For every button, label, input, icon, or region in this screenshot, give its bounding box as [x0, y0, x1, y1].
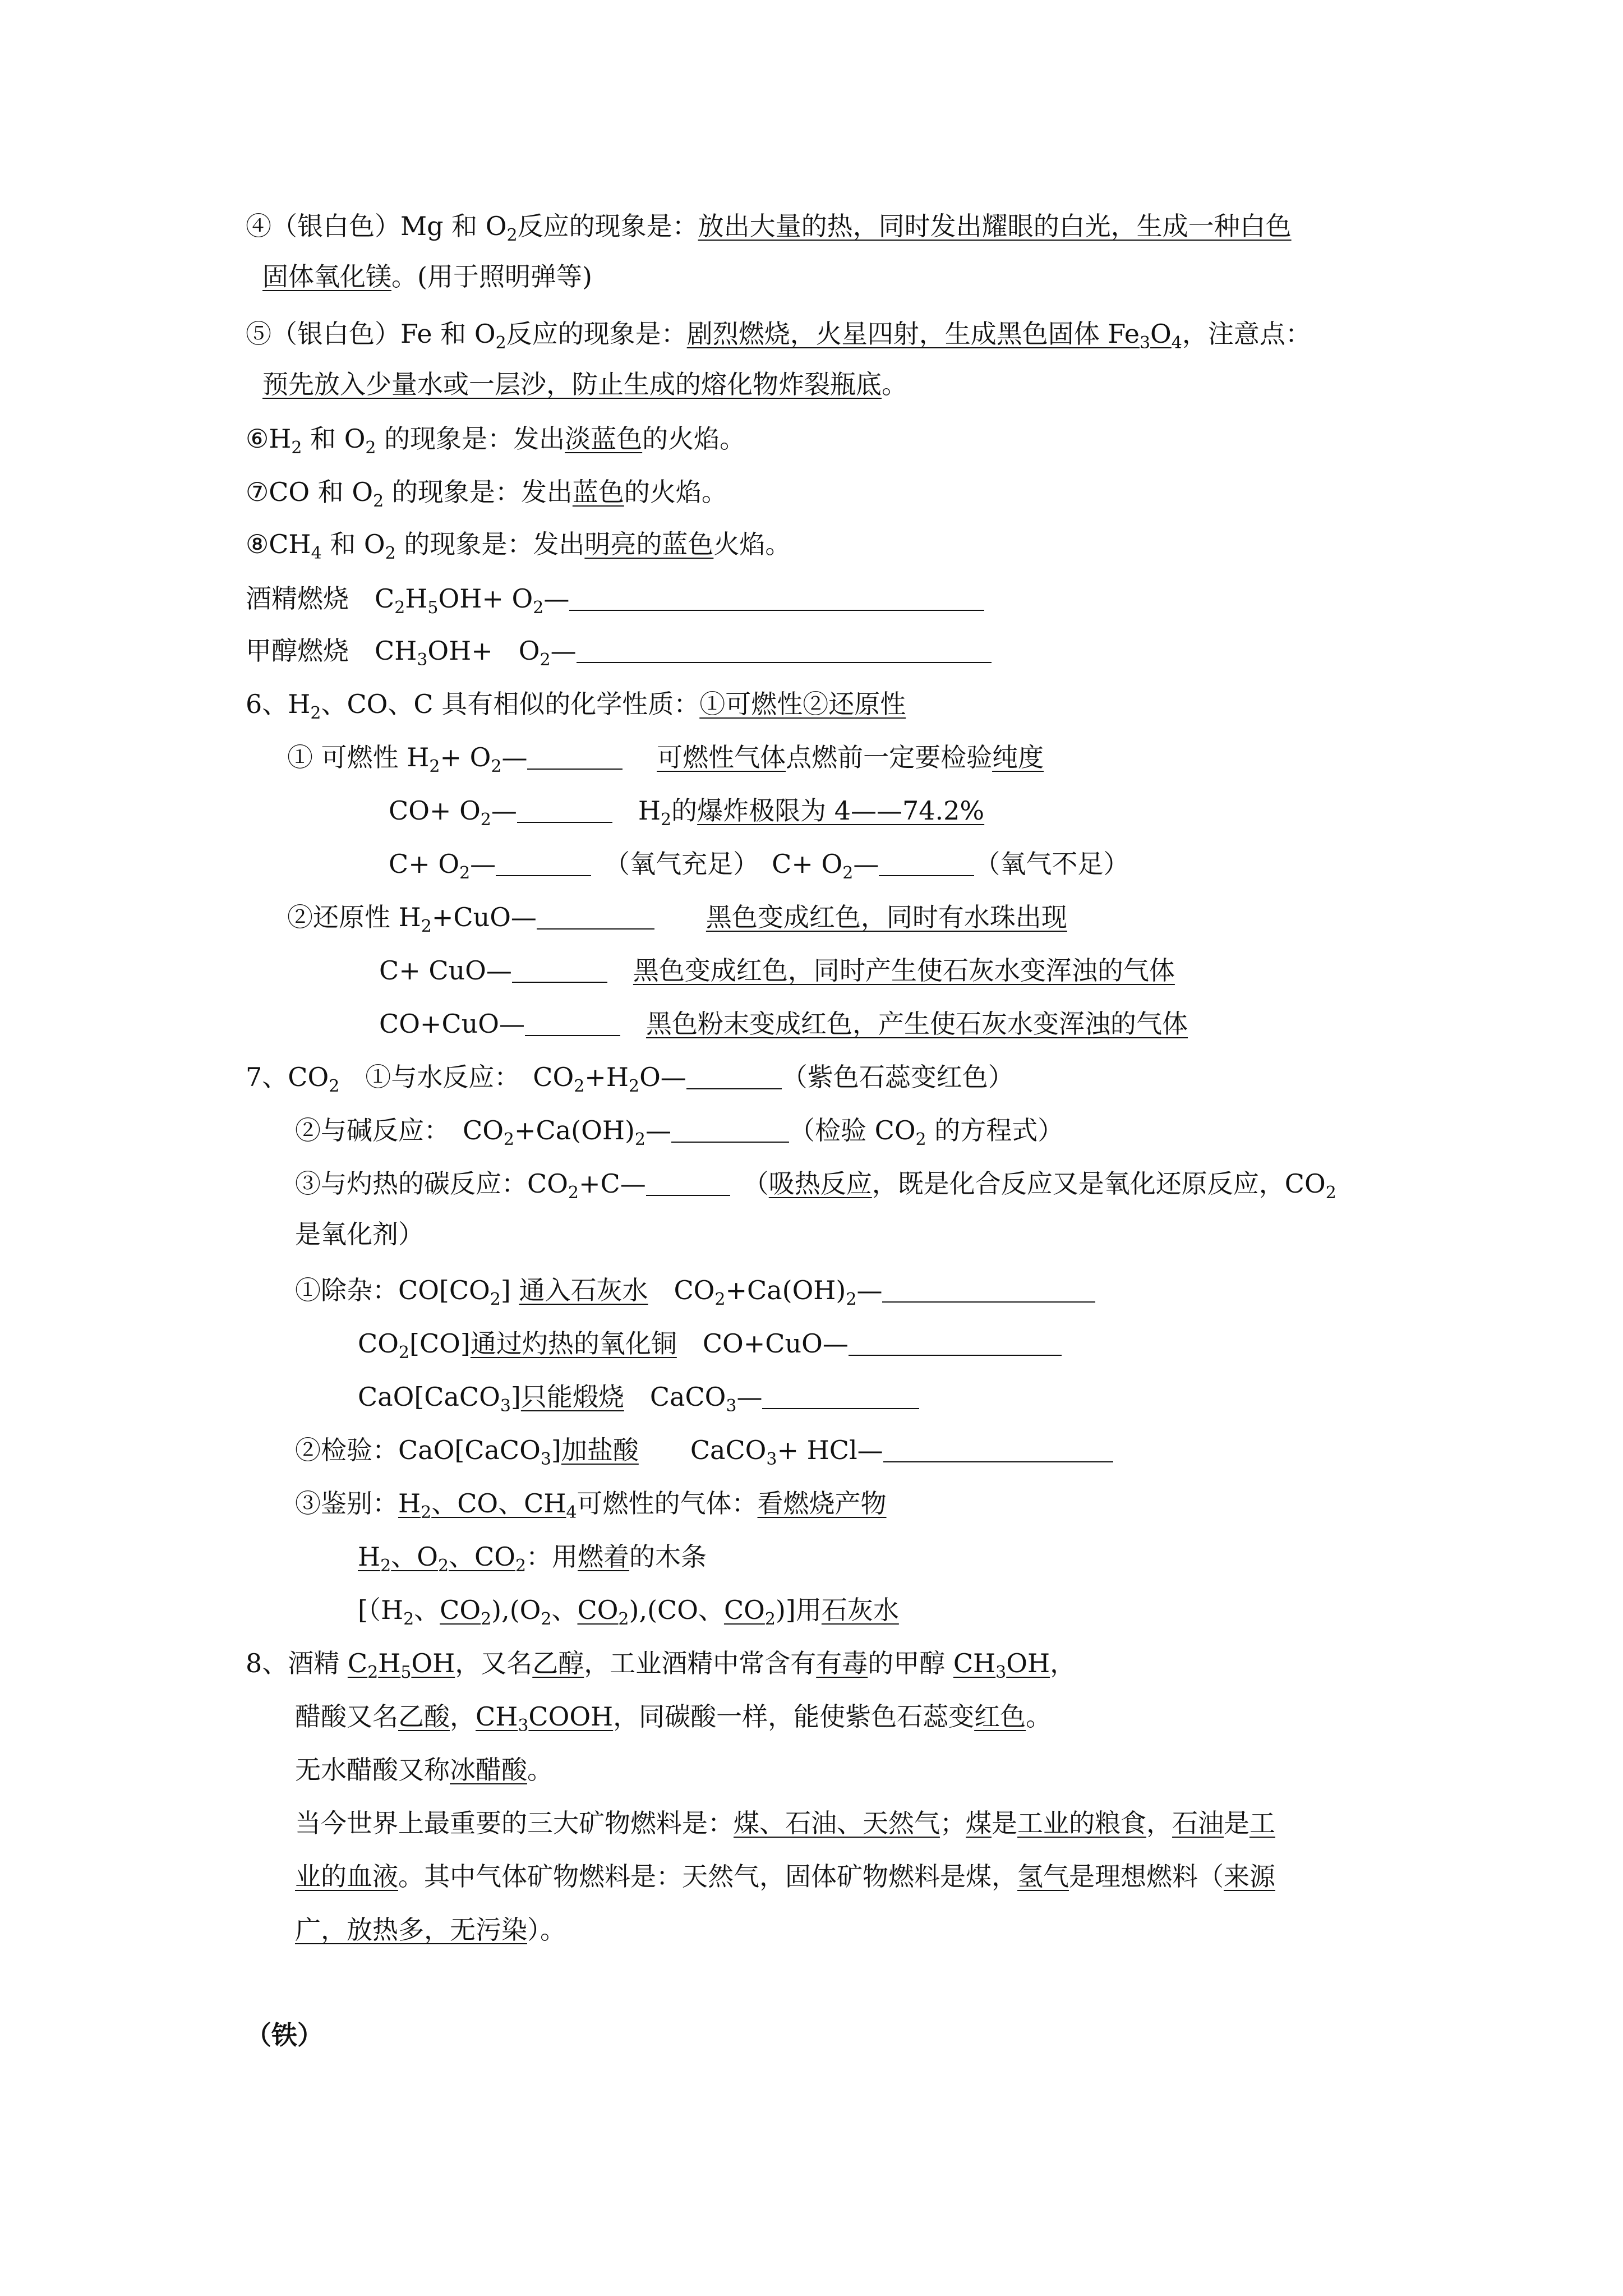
text-segment: （紫色石蕊变红色）	[781, 1062, 1014, 1092]
fill-in-blank	[882, 1277, 1095, 1303]
text-segment: 和 O	[321, 529, 385, 559]
subscript: 2	[506, 226, 518, 245]
fill-in-blank	[646, 1170, 730, 1196]
text-segment: —	[550, 636, 577, 666]
line-fossil-fuels-cont	[295, 1860, 1275, 1893]
underlined-answer: 燃着	[578, 1542, 630, 1572]
subscript: 3	[417, 650, 428, 670]
underlined-answer: 通入石灰水	[519, 1275, 648, 1305]
subscript: 2	[490, 1290, 501, 1309]
subscript: 2	[1325, 1183, 1336, 1203]
underlined-answer: CO	[440, 1595, 481, 1625]
underlined-answer: O	[1150, 319, 1172, 349]
text-segment: 、	[551, 1595, 578, 1625]
text-segment: CO	[358, 1328, 399, 1359]
underlined-answer: 红色	[974, 1701, 1026, 1732]
text-segment: +H	[584, 1062, 629, 1092]
underlined-answer: OH	[1006, 1648, 1050, 1678]
underlined-answer: 只能煅烧	[520, 1382, 624, 1412]
text-segment: 的	[671, 795, 698, 826]
text-segment: ，又名	[455, 1648, 533, 1678]
underlined-answer: 黑色变成红色，同时产生使石灰水变浑浊的气体	[633, 955, 1175, 986]
underlined-answer: 、CO	[449, 1542, 515, 1572]
line-h2-o2	[246, 422, 746, 458]
text-segment: + O	[440, 742, 491, 772]
subscript: 2	[503, 1130, 515, 1149]
text-segment	[654, 902, 706, 932]
text-segment: 甲醇燃烧 CH	[246, 636, 417, 666]
text-segment: CO+ O	[389, 795, 481, 826]
text-segment: 点燃前一定要检验	[786, 742, 993, 772]
subscript: 2	[398, 1343, 410, 1363]
text-segment: 。	[882, 369, 907, 399]
fill-in-blank	[686, 1064, 782, 1089]
text-segment: 的火焰。	[642, 424, 746, 454]
underlined-answer: H	[398, 1488, 421, 1519]
fill-in-blank	[525, 1010, 620, 1036]
fill-in-blank	[527, 744, 623, 770]
line-glacial-acetic	[295, 1753, 553, 1787]
underlined-answer: CH	[953, 1648, 996, 1678]
text-segment: ④（银白色）Mg 和 O	[246, 211, 507, 241]
text-segment: 的木条	[629, 1542, 707, 1572]
text-segment: 火焰。	[713, 529, 791, 559]
subscript: 3	[1139, 333, 1151, 353]
line-purify-cao	[358, 1380, 919, 1414]
fill-in-blank	[883, 1437, 1113, 1462]
fill-in-blank	[671, 1117, 789, 1143]
text-segment: [（H	[358, 1595, 404, 1625]
text-segment: 。	[527, 1755, 553, 1785]
underlined-answer: OH	[411, 1648, 455, 1678]
text-segment: H	[405, 583, 428, 614]
underlined-answer: 广，放热多，无污染	[295, 1915, 527, 1945]
text-segment: 的现象是：发出	[376, 424, 565, 454]
text-segment	[607, 955, 633, 986]
text-segment: 、	[414, 1595, 440, 1625]
text-segment: 的方程式）	[926, 1115, 1064, 1145]
text-segment: )]用	[775, 1595, 822, 1625]
text-segment: —	[856, 1275, 883, 1305]
underlined-answer: 淡蓝色	[565, 424, 643, 454]
line-co-o2	[246, 475, 727, 509]
text-segment: ③鉴别：	[295, 1488, 398, 1519]
text-segment: 7、CO	[246, 1062, 329, 1092]
text-segment: （	[730, 1168, 769, 1199]
text-segment: CO+CuO—	[676, 1328, 849, 1359]
underlined-answer: 爆炸极限为 4——74.2%	[697, 795, 985, 826]
text-segment: （氧气不足）	[974, 849, 1129, 879]
subscript: 2	[421, 917, 432, 936]
underlined-answer: 加盐酸	[561, 1435, 639, 1465]
text-segment: 6、H	[246, 689, 311, 719]
subscript: 2	[365, 438, 376, 458]
underlined-answer: 吸热反应	[768, 1168, 872, 1199]
fill-in-blank	[849, 1330, 1062, 1356]
underlined-answer: 煤	[966, 1808, 992, 1838]
text-segment: ，	[1050, 1648, 1076, 1678]
underlined-answer: H	[358, 1542, 381, 1572]
line-flammability-h2	[287, 740, 1044, 774]
text-segment: ，既是化合反应又是氧化还原反应，CO	[872, 1168, 1326, 1199]
text-segment: ②还原性 H	[287, 902, 421, 932]
fill-in-blank	[537, 904, 654, 930]
text-segment: 是	[992, 1808, 1017, 1838]
text-segment: 反应的现象是：	[506, 319, 687, 349]
underlined-answer: 黑色粉末变成红色，产生使石灰水变浑浊的气体	[646, 1009, 1188, 1039]
text-segment: H	[612, 795, 661, 826]
line-acetic-acid	[295, 1700, 1052, 1736]
subscript: 2	[541, 1609, 552, 1629]
subscript: 2	[661, 810, 672, 830]
text-segment	[623, 742, 657, 772]
subscript: 2	[628, 1076, 640, 1096]
line-flammability-co	[389, 794, 985, 830]
underlined-answer: 固体氧化镁	[262, 261, 391, 292]
text-segment: C+ CuO—	[379, 955, 512, 986]
line-reducing-c	[379, 954, 1175, 987]
underlined-answer: 乙酸	[398, 1701, 450, 1732]
subscript: 2	[540, 650, 551, 670]
text-segment: 8、酒精	[246, 1648, 348, 1678]
line-co2-carbon-cont	[295, 1217, 424, 1251]
text-segment: OH+ O	[427, 636, 540, 666]
underlined-answer: 来源	[1224, 1861, 1275, 1892]
subscript: 4	[311, 544, 322, 563]
text-segment: 的火焰。	[624, 477, 727, 507]
underlined-answer: CO	[723, 1595, 765, 1625]
text-segment: ⑤（银白色）Fe 和 O	[246, 319, 496, 349]
line-test-cao	[295, 1433, 1113, 1467]
text-segment: C+ O	[389, 849, 460, 879]
text-segment: （氧气充足） C+ O	[591, 849, 843, 879]
subscript: 2	[515, 1556, 527, 1576]
text-segment: 醋酸又名	[295, 1701, 398, 1732]
underlined-answer: 乙醇	[532, 1648, 584, 1678]
fill-in-blank	[577, 637, 992, 663]
subscript: 2	[329, 1076, 340, 1096]
text-segment: ）。	[527, 1915, 566, 1945]
subscript: 2	[380, 1556, 391, 1576]
text-segment: +Ca(OH)	[514, 1115, 635, 1145]
subscript: 2	[437, 1556, 449, 1576]
text-segment: —	[736, 1382, 763, 1412]
underlined-answer: C	[347, 1648, 368, 1678]
underlined-answer: 预先放入少量水或一层沙，防止生成的熔化物炸裂瓶底	[262, 369, 882, 399]
subscript: 2	[568, 1183, 579, 1203]
text-segment: —	[543, 583, 570, 614]
text-segment: ⑦CO 和 O	[246, 477, 374, 507]
subscript: 2	[291, 438, 302, 458]
fill-in-blank	[496, 850, 591, 876]
text-segment: —	[501, 742, 528, 772]
fill-in-blank	[512, 957, 607, 983]
subscript: 4	[566, 1503, 577, 1522]
underlined-answer: 石灰水	[821, 1595, 899, 1625]
subscript: 5	[400, 1663, 412, 1682]
subscript: 3	[766, 1450, 777, 1469]
subscript: 2	[714, 1290, 726, 1309]
subscript: 2	[480, 810, 491, 830]
line-co2-carbon	[295, 1167, 1336, 1203]
underlined-answer: 石油	[1172, 1808, 1224, 1838]
underlined-answer: 可燃性气体	[657, 742, 786, 772]
text-segment: CO+CuO—	[379, 1009, 525, 1039]
underlined-answer: 蓝色	[572, 477, 624, 507]
text-segment	[620, 1009, 646, 1039]
text-segment: —	[853, 849, 879, 879]
subscript: 3	[518, 1716, 529, 1736]
text-segment: CaCO	[624, 1382, 726, 1412]
text-segment: 的现象是：发出	[384, 477, 573, 507]
text-segment: —	[645, 1115, 671, 1145]
subscript: 2	[459, 863, 471, 883]
line-co2-base	[295, 1114, 1063, 1147]
bold-heading: （铁）	[246, 2020, 323, 2050]
subscript: 5	[427, 598, 439, 618]
section-7-co2-water	[246, 1060, 1014, 1094]
text-segment: ②与碱反应： CO	[295, 1115, 504, 1145]
subscript: 2	[764, 1609, 776, 1629]
text-segment: +C—	[579, 1168, 646, 1199]
text-segment: ),(O	[491, 1595, 541, 1625]
underlined-answer: 通过灼热的氧化铜	[470, 1328, 677, 1359]
fill-in-blank	[879, 850, 974, 876]
subscript: 3	[540, 1450, 551, 1469]
text-segment: ③与灼热的碳反应：CO	[295, 1168, 568, 1199]
underlined-answer: 工	[1249, 1808, 1275, 1838]
underlined-answer: 业的血液	[295, 1861, 398, 1892]
subscript: 2	[481, 1609, 492, 1629]
text-segment: +Ca(OH)	[725, 1275, 846, 1305]
text-segment: 的甲醇	[868, 1648, 953, 1678]
text-segment: + HCl—	[777, 1435, 883, 1465]
underlined-answer: 氢气	[1017, 1861, 1069, 1892]
underlined-answer: COOH	[528, 1701, 614, 1732]
text-segment: 当今世界上最重要的三大矿物燃料是：	[295, 1808, 734, 1838]
subscript: 2	[367, 1663, 379, 1682]
line-flammability-c	[389, 847, 1129, 881]
line-reducing-h2	[287, 900, 1067, 934]
text-segment: ，	[450, 1701, 476, 1732]
text-segment: 。	[1026, 1701, 1052, 1732]
text-segment: ①与水反应： CO	[339, 1062, 574, 1092]
underlined-answer: H	[378, 1648, 401, 1678]
line-purify-co	[295, 1273, 1095, 1307]
subscript: 3	[995, 1663, 1007, 1682]
subscript: 2	[310, 703, 321, 723]
line-fossil-fuels	[295, 1806, 1275, 1840]
underlined-answer: 、CO、CH	[431, 1488, 566, 1519]
subscript: 2	[842, 863, 854, 883]
text-segment: ，	[1146, 1808, 1172, 1838]
underlined-answer: 煤、石油、天然气	[734, 1808, 940, 1838]
text-segment: 酒精燃烧 C	[246, 583, 395, 614]
subscript: 2	[385, 544, 396, 563]
underlined-answer: CO	[577, 1595, 619, 1625]
subscript: 2	[394, 598, 405, 618]
underlined-answer: 放出大量的热，同时发出耀眼的白光，生成一种白色	[698, 211, 1292, 241]
text-segment: CO	[648, 1275, 715, 1305]
text-segment: 。其中气体矿物燃料是：天然气，固体矿物燃料是煤，	[398, 1861, 1017, 1892]
underlined-answer: 工业的粮食	[1017, 1808, 1146, 1838]
text-segment: ),(CO、	[629, 1595, 724, 1625]
subscript: 2	[429, 757, 440, 776]
text-segment: ；	[940, 1808, 966, 1838]
text-segment: ⑧CH	[246, 529, 311, 559]
underlined-answer: 冰醋酸	[450, 1755, 527, 1785]
text-segment: 反应的现象是：	[517, 211, 698, 241]
text-segment: CaCO	[638, 1435, 767, 1465]
text-segment: 和 O	[302, 424, 366, 454]
text-segment: 的现象是：发出	[395, 529, 585, 559]
line-identify-flammable	[295, 1487, 887, 1520]
text-segment: CaO[CaCO	[358, 1382, 500, 1412]
line-reducing-co	[379, 1007, 1188, 1041]
line-fossil-fuels-end	[295, 1913, 566, 1947]
subscript: 2	[574, 1076, 585, 1096]
subscript: 2	[846, 1290, 857, 1309]
text-segment: ]	[510, 1382, 521, 1412]
text-segment: ②检验：CaO[CaCO	[295, 1435, 541, 1465]
line-ch4-o2	[246, 527, 791, 561]
subscript: 2	[421, 1503, 432, 1522]
section-6-heading	[246, 687, 906, 721]
section-iron-heading	[246, 2018, 323, 2052]
fill-in-blank	[517, 797, 612, 823]
underlined-answer: 有毒	[816, 1648, 868, 1678]
line-fe-reaction	[246, 317, 1311, 351]
text-segment: 可燃性的气体：	[577, 1488, 758, 1519]
subscript: 3	[726, 1396, 737, 1416]
line-mg-reaction-cont	[262, 260, 592, 293]
line-identify-burning-stick	[358, 1540, 707, 1576]
text-segment: ，同碳酸一样，能使紫色石蕊变	[613, 1701, 975, 1732]
text-segment: 是氧化剂）	[295, 1219, 424, 1249]
text-segment: —	[470, 849, 496, 879]
underlined-answer: 看燃烧产物	[757, 1488, 887, 1519]
text-segment: OH+ O	[438, 583, 533, 614]
line-methanol-combustion	[246, 634, 992, 668]
text-segment: 。(用于照明弹等)	[391, 261, 592, 292]
text-segment: O—	[639, 1062, 686, 1092]
text-segment: ① 可燃性 H	[287, 742, 430, 772]
underlined-answer: ①可燃性②还原性	[699, 689, 906, 719]
line-purify-co2	[358, 1327, 1062, 1363]
underlined-answer: 纯度	[992, 742, 1044, 772]
text-segment: （检验 CO	[789, 1115, 916, 1145]
subscript: 2	[403, 1609, 414, 1629]
text-segment: 是	[1224, 1808, 1249, 1838]
text-segment: ]	[500, 1275, 519, 1305]
subscript: 2	[495, 333, 506, 353]
underlined-answer: 剧烈燃烧，火星四射，生成黑色固体 Fe	[686, 319, 1140, 349]
text-segment: 是理想燃料（	[1069, 1861, 1224, 1892]
subscript: 2	[618, 1609, 629, 1629]
subscript: 2	[915, 1130, 926, 1149]
underlined-answer: 、O	[391, 1542, 438, 1572]
section-8-alcohol	[246, 1646, 1076, 1680]
text-segment: ]	[551, 1435, 561, 1465]
text-segment: ①除杂：CO[CO	[295, 1275, 490, 1305]
text-segment: +CuO—	[431, 902, 537, 932]
underlined-answer: 明亮的蓝色	[584, 529, 714, 559]
text-segment: ，工业酒精中常含有	[584, 1648, 817, 1678]
subscript: 2	[634, 1130, 645, 1149]
text-segment: 无水醋酸又称	[295, 1755, 450, 1785]
line-identify-limewater	[358, 1593, 899, 1627]
underlined-answer: CH	[476, 1701, 518, 1732]
fill-in-blank	[569, 585, 984, 611]
subscript: 4	[1171, 333, 1182, 353]
subscript: 2	[373, 491, 384, 511]
line-fe-reaction-cont	[262, 367, 907, 401]
line-alcohol-combustion	[246, 582, 984, 618]
subscript: 3	[500, 1396, 511, 1416]
text-segment: 、CO、C 具有相似的化学性质：	[321, 689, 700, 719]
fill-in-blank	[762, 1383, 919, 1409]
line-mg-reaction	[246, 209, 1292, 243]
text-segment: —	[491, 795, 517, 826]
underlined-answer: 黑色变成红色，同时有水珠出现	[706, 902, 1067, 932]
text-segment: ：用	[526, 1542, 578, 1572]
text-segment: ⑥H	[246, 424, 292, 454]
text-segment: ，注意点：	[1182, 319, 1311, 349]
subscript: 2	[533, 598, 544, 618]
text-segment: [CO]	[409, 1328, 471, 1359]
subscript: 2	[491, 757, 502, 776]
